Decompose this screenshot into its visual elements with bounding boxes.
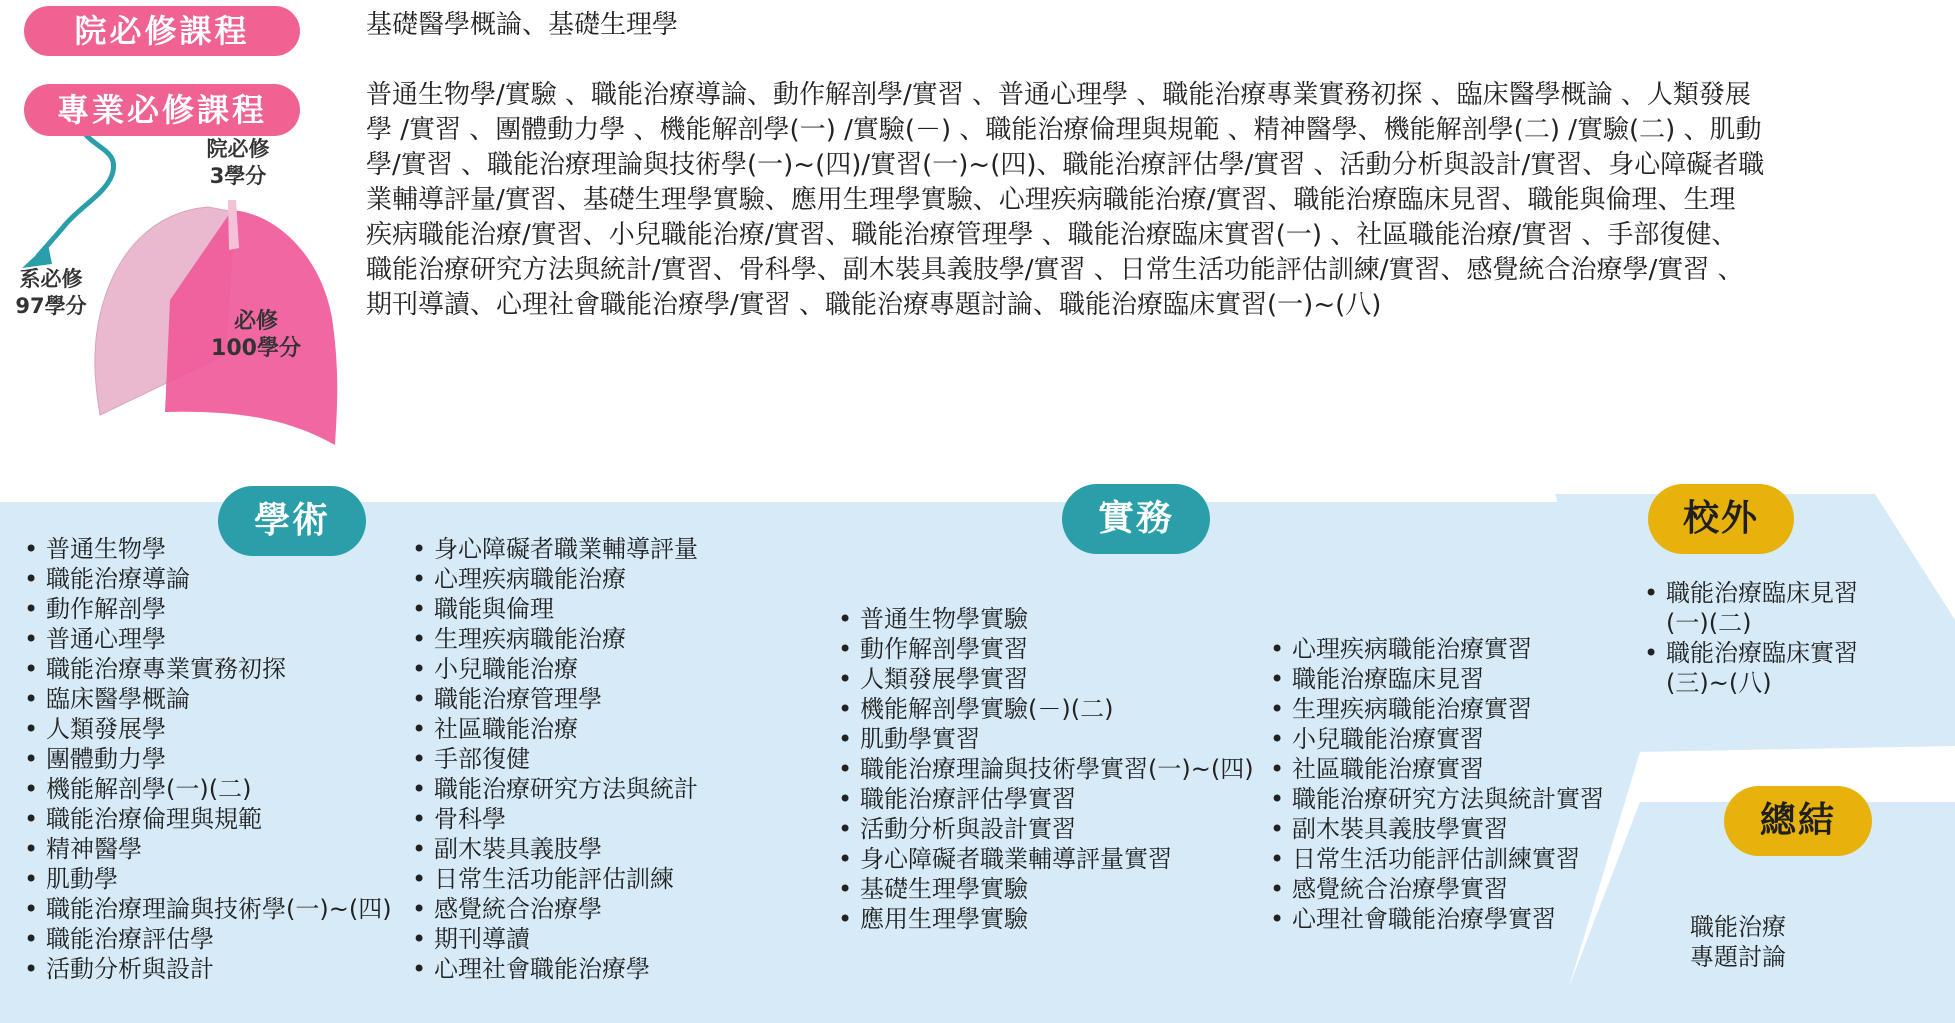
college-required-courses: 基礎醫學概論、基礎生理學 [366, 10, 679, 40]
list-item: • 期刊導讀 [404, 924, 698, 954]
offcampus-item-line: 職能治療臨床見習 [1666, 579, 1858, 607]
total-required-title: 必修 [233, 309, 278, 334]
major-required-line: 業輔導評量/實習、基礎生理學實驗、應用生理學實驗、心理疾病職能治療/實習、職能治療臨床見習、職能與倫理、生理 [366, 185, 1736, 215]
list-item: • 肌動學 [16, 864, 392, 894]
list-item: • 職能治療管理學 [404, 684, 698, 714]
summary-badge: 總結 [1724, 786, 1872, 856]
offcampus-item-line: (一)(二) [1666, 609, 1752, 637]
list-item: • 職能與倫理 [404, 594, 698, 624]
list-item: • 應用生理學實驗 [830, 904, 1254, 934]
list-item: • 人類發展學 [16, 714, 392, 744]
list-item: • 肌動學實習 [830, 724, 1254, 754]
list-item: • 身心障礙者職業輔導評量實習 [830, 844, 1254, 874]
list-item: • 職能治療理論與技術學實習(一)~(四) [830, 754, 1254, 784]
college-required-credit [196, 136, 280, 190]
list-item: • 骨科學 [404, 804, 698, 834]
practice-badge: 實務 [1062, 484, 1210, 554]
summary-line: 職能治療 [1690, 913, 1786, 941]
summary-line: 專題討論 [1690, 943, 1786, 971]
dept-required-credits: 97學分 [15, 294, 87, 318]
list-item: • 臨床醫學概論 [16, 684, 392, 714]
academic-list-1 [16, 534, 392, 984]
offcampus-item-line: 職能治療臨床實習 [1666, 639, 1858, 667]
total-required-credit [196, 308, 316, 362]
academic-list-2 [404, 534, 698, 984]
list-item: • 機能解剖學實驗(－)(二) [830, 694, 1254, 724]
list-item: • 職能治療專業實務初探 [16, 654, 392, 684]
list-item: • 副木裝具義肢學實習 [1262, 814, 1604, 844]
list-item: • 日常生活功能評估訓練實習 [1262, 844, 1604, 874]
credits-arrowhead-icon [22, 244, 52, 268]
list-item: • 身心障礙者職業輔導評量 [404, 534, 698, 564]
major-required-label: 專業必修課程 [24, 84, 300, 136]
academic-badge: 學術 [218, 486, 366, 556]
list-item: • 機能解剖學(一)(二) [16, 774, 392, 804]
list-item: • 感覺統合治療學實習 [1262, 874, 1604, 904]
list-item: • 心理疾病職能治療 [404, 564, 698, 594]
list-item [1636, 578, 1858, 638]
list-item: • 職能治療導論 [16, 564, 392, 594]
practice-list-2 [1262, 634, 1604, 934]
list-item: • 心理社會職能治療學實習 [1262, 904, 1604, 934]
total-required-credits: 100學分 [211, 336, 301, 361]
list-item: • 手部復健 [404, 744, 698, 774]
offcampus-item-line: (三)~(八) [1666, 669, 1772, 697]
major-required-line: 疾病職能治療/實習、小兒職能治療/實習、職能治療管理學 、職能治療臨床實習(一) 、社區職能治療/實習 、手部復健、 [366, 220, 1738, 250]
list-item: • 日常生活功能評估訓練 [404, 864, 698, 894]
list-item: • 普通生物學實驗 [830, 604, 1254, 634]
list-item: • 生理疾病職能治療 [404, 624, 698, 654]
summary-text [1690, 912, 1786, 972]
list-item: • 普通心理學 [16, 624, 392, 654]
list-item: • 職能治療評估學 [16, 924, 392, 954]
major-required-line: 普通生物學/實驗 、職能治療導論、動作解剖學/實習 、普通心理學 、職能治療專業實務初探 、臨床醫學概論 、人類發展 [366, 80, 1751, 110]
college-required-title: 院必修 [206, 137, 270, 161]
dept-required-title: 系必修 [19, 267, 83, 291]
credits-arrow-icon [38, 130, 114, 256]
offcampus-list [1636, 578, 1858, 698]
college-required-label: 院必修課程 [24, 6, 300, 56]
college-required-stem [228, 200, 239, 250]
offcampus-badge: 校外 [1648, 484, 1794, 554]
list-item: • 基礎生理學實驗 [830, 874, 1254, 904]
list-item: • 職能治療倫理與規範 [16, 804, 392, 834]
major-required-line: 學 /實習 、團體動力學 、機能解剖學(一) /實驗(－) 、職能治療倫理與規範 、精神醫學、機能解剖學(二) /實驗(二) 、肌動 [366, 115, 1762, 145]
list-item: • 團體動力學 [16, 744, 392, 774]
list-item: • 社區職能治療實習 [1262, 754, 1604, 784]
list-item: • 職能治療研究方法與統計實習 [1262, 784, 1604, 814]
list-item: • 活動分析與設計實習 [830, 814, 1254, 844]
major-required-line: 學/實習 、職能治療理論與技術學(一)~(四)/實習(一)~(四)、職能治療評估學/實習 、活動分析與設計/實習、身心障礙者職 [366, 150, 1765, 180]
college-required-credits: 3學分 [209, 164, 267, 188]
list-item: • 心理疾病職能治療實習 [1262, 634, 1604, 664]
list-item: • 動作解剖學 [16, 594, 392, 624]
list-item [1636, 638, 1858, 698]
practice-list-1 [830, 604, 1254, 934]
list-item: • 職能治療評估學實習 [830, 784, 1254, 814]
list-item: • 社區職能治療 [404, 714, 698, 744]
list-item: • 普通生物學 [16, 534, 392, 564]
list-item: • 人類發展學實習 [830, 664, 1254, 694]
list-item: • 精神醫學 [16, 834, 392, 864]
list-item: • 心理社會職能治療學 [404, 954, 698, 984]
major-required-line: 職能治療研究方法與統計/實習、骨科學、副木裝具義肢學/實習 、日常生活功能評估訓練/實習、感覺統合治療學/實習 、 [366, 255, 1744, 285]
list-item: • 職能治療臨床見習 [1262, 664, 1604, 694]
list-item: • 動作解剖學實習 [830, 634, 1254, 664]
list-item: • 小兒職能治療實習 [1262, 724, 1604, 754]
list-item: • 職能治療研究方法與統計 [404, 774, 698, 804]
major-required-line: 期刊導讀、心理社會職能治療學/實習 、職能治療專題討論、職能治療臨床實習(一)~(八) [366, 290, 1382, 320]
list-item: • 職能治療理論與技術學(一)~(四) [16, 894, 392, 924]
dept-required-credit [6, 266, 96, 320]
major-required-courses [366, 78, 1926, 323]
list-item: • 副木裝具義肢學 [404, 834, 698, 864]
list-item: • 感覺統合治療學 [404, 894, 698, 924]
list-item: • 活動分析與設計 [16, 954, 392, 984]
list-item: • 生理疾病職能治療實習 [1262, 694, 1604, 724]
list-item: • 小兒職能治療 [404, 654, 698, 684]
